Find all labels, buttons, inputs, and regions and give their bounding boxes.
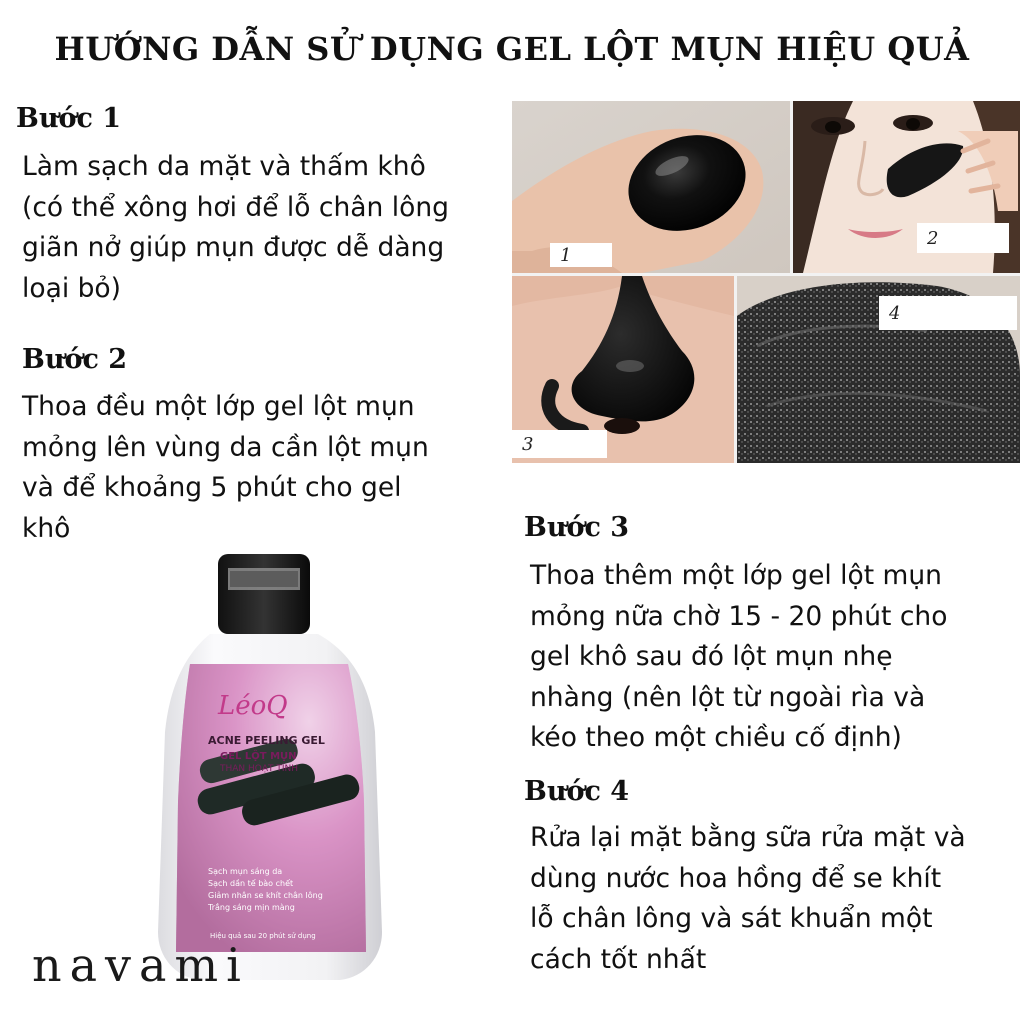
- photo-nose-gel: [512, 276, 734, 463]
- step-1-body: [22, 147, 512, 309]
- step-4-body: [530, 818, 1024, 980]
- step-3-line: nhàng (nên lột từ ngoài rìa và: [530, 681, 926, 713]
- product-bullet: Sạch dần tế bào chết: [208, 879, 294, 888]
- product-bullet: Giảm nhân se khít chân lông: [208, 891, 323, 900]
- step-4-line: Rửa lại mặt bằng sữa rửa mặt và: [530, 822, 966, 853]
- step-1-heading: Bước 1: [16, 103, 122, 134]
- step-4-heading: Bước 4: [524, 776, 630, 807]
- photo-label-1: 1: [550, 243, 612, 267]
- step-4-line: cách tốt nhất: [530, 943, 707, 975]
- page-title: HƯỚNG DẪN SỬ DỤNG GEL LỘT MỤN HIỆU QUẢ: [54, 30, 970, 68]
- product-bottle: [150, 552, 390, 982]
- product-line-2: GEL LỘT MỤN: [220, 751, 297, 762]
- photo-peeled-strip: [737, 276, 1020, 463]
- product-logo: LéoQ: [218, 691, 288, 721]
- step-4-line: lỗ chân lông và sát khuẩn một: [530, 903, 933, 934]
- product-line-1: ACNE PEELING GEL: [208, 734, 325, 747]
- step-2-body: [22, 387, 492, 549]
- photo-grid: [512, 101, 1020, 463]
- photo-label-3: 3: [512, 430, 607, 458]
- step-3-heading: Bước 3: [524, 512, 630, 543]
- step-2-line: và để khoảng 5 phút cho gel: [22, 472, 402, 503]
- photo-label-4: 4: [879, 296, 1017, 330]
- step-2-line: khô: [22, 512, 71, 544]
- bottle-image: [150, 552, 390, 982]
- step-3-line: gel khô sau đó lột mụn nhẹ: [530, 641, 893, 672]
- step-1-line: loại bỏ): [22, 272, 121, 304]
- photo-face-gel: [793, 101, 1020, 273]
- photo-fingertip-gel: [512, 101, 790, 273]
- step-2-line: mỏng lên vùng da cần lột mụn: [22, 431, 429, 463]
- brand-watermark: navami: [32, 938, 249, 992]
- step-3-line: Thoa thêm một lớp gel lột mụn: [530, 560, 942, 591]
- product-bullet: Sạch mụn sáng da: [208, 867, 283, 876]
- product-bullet: Trắng sáng mịn màng: [208, 903, 295, 912]
- photo-label-2: 2: [917, 223, 1009, 253]
- step-3-line: kéo theo một chiều cố định): [530, 722, 902, 753]
- step-1-line: giãn nở giúp mụn được dễ dàng: [22, 232, 445, 263]
- step-3-body: [530, 556, 1020, 759]
- step-1-line: (có thể xông hơi để lỗ chân lông: [22, 191, 449, 223]
- step-2-heading: Bước 2: [22, 344, 128, 375]
- step-2-line: Thoa đều một lớp gel lột mụn: [22, 391, 415, 422]
- step-1-line: Làm sạch da mặt và thấm khô: [22, 151, 426, 182]
- step-3-line: mỏng nữa chờ 15 - 20 phút cho: [530, 600, 948, 632]
- product-footer: Hiệu quả sau 20 phút sử dụng: [210, 932, 316, 940]
- step-4-line: dùng nước hoa hồng để se khít: [530, 862, 942, 894]
- product-line-3: THAN HOẠT TÍNH: [220, 764, 299, 774]
